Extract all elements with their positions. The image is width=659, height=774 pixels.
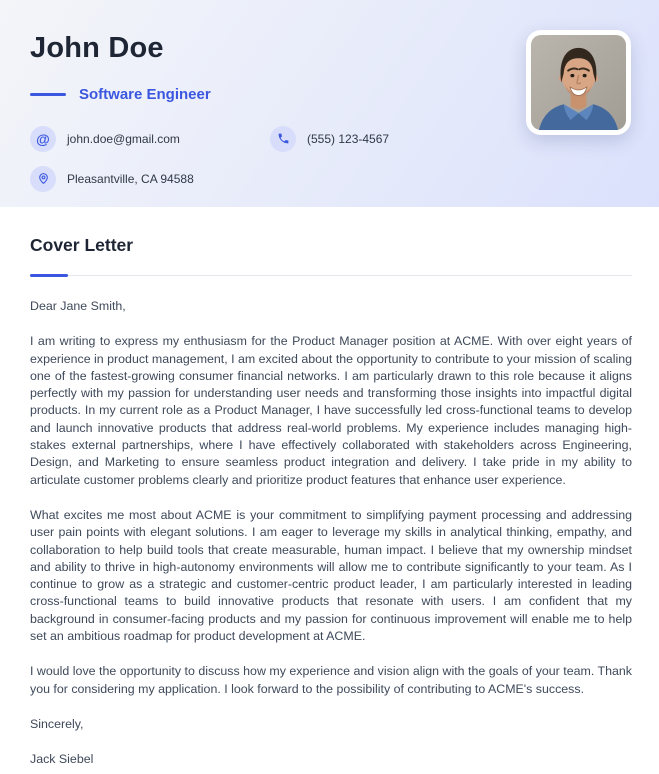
person-name: John Doe [30,32,164,64]
phone-value: (555) 123-4567 [307,131,390,146]
job-title: Software Engineer [79,85,211,103]
profile-photo-image [531,35,626,130]
section-divider [30,274,632,277]
location-icon [30,166,56,192]
contact-list [30,126,470,192]
contact-location [30,166,270,192]
email-icon [30,126,56,152]
salutation: Dear Jane Smith, [30,299,126,313]
title-accent-line [30,93,66,96]
divider-line [30,275,632,276]
signature: Jack Siebel [30,752,94,767]
letter-paragraph: What excites me most about ACME is your commitment to simplifying payment processing and addressing user pain points with elegant solutions. I am eager to leverage my skills in analytical thinking, empathy, and collaboration to help build tools that create measurable, human impact. I believe that my ownership mindset and ability to thrive in high-autonomy environments will allow me to contribute significantly to your team. As I continue to grow as a strategic and customer-centric product leader, I am particularly interested in leading cross-functional teams to build innovative products that resonate with users. I am confident that my background in consumer-facing products and my passion for continuous improvement will enable me to help set an ambitious roadmap for product development at ACME. [30,507,632,644]
email-value: john.doe@gmail.com [67,131,180,146]
letter-paragraph: I would love the opportunity to discuss how my experience and vision align with the goals of your team. Thank you for considering my application. I look forward to the possibility of contributing to ACME's success. [30,664,632,696]
contact-phone [270,126,470,152]
contact-email [30,126,270,152]
section-title: Cover Letter [30,235,134,255]
closing: Sincerely, [30,716,84,731]
letter-body [30,298,632,769]
profile-photo [526,30,631,135]
phone-icon [270,126,296,152]
letter-section [0,207,659,769]
location-value: Pleasantville, CA 94588 [67,171,194,186]
profile-header [0,0,659,207]
divider-accent-line [30,274,68,277]
letter-paragraph: I am writing to express my enthusiasm for the Product Manager position at ACME. With over eight years of experience in product management, I am excited about the opportunity to contribute to your mission of scaling one of the fastest-growing consumer financial networks. I am particularly drawn to this role because it aligns perfectly with my passion for understanding user needs and transforming those insights into impactful digital products. In my current role as a Product Manager, I have successfully led cross-functional teams to develop and launch innovative products that address real-world problems. My experience includes managing high-stakes external partnerships, where I have effectively collaborated with stakeholders across Engineering, Design, and Marketing to ensure seamless product integration and delivery. I take pride in my ability to articulate customer problems clearly and prioritize product features that enhance user experience. [30,334,632,487]
at-glyph: @ [36,130,50,147]
